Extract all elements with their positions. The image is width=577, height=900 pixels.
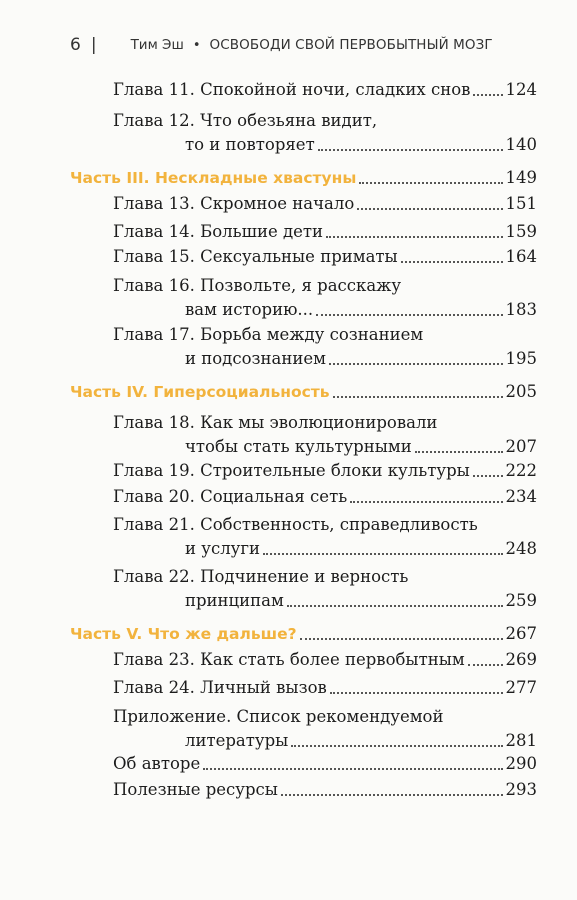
toc-chapter-entry [113, 778, 537, 802]
toc-page-number: 267 [505, 624, 537, 643]
chapter-title: Глава 11. Спокойной ночи, сладких снов [113, 80, 471, 99]
chapter-title: и подсознанием [185, 349, 326, 368]
chapter-title: Глава 24. Личный вызов [113, 678, 327, 697]
part-title: Часть IV. Гиперсоциальность [70, 383, 330, 401]
toc-line [113, 648, 537, 672]
toc-page-number: 149 [505, 168, 537, 187]
header-separator: | [90, 35, 97, 55]
toc-chapter-entry [113, 648, 537, 672]
chapter-title: Глава 20. Социальная сеть [113, 487, 348, 506]
dot-leader [473, 475, 503, 477]
toc-page-number: 293 [505, 780, 537, 799]
toc-line [113, 513, 537, 537]
toc-page-number: 140 [505, 135, 537, 154]
dot-leader [468, 664, 503, 666]
chapter-title: Глава 21. Собственность, справедливость [113, 515, 478, 534]
toc-chapter-entry [113, 705, 537, 753]
dot-leader [287, 605, 503, 607]
toc-page-number: 222 [505, 461, 537, 480]
chapter-title: Глава 14. Большие дети [113, 222, 324, 241]
toc-page-number: 207 [505, 437, 537, 456]
chapter-title: принципам [185, 591, 284, 610]
toc-line [70, 166, 537, 190]
toc-line [113, 298, 537, 322]
chapter-title: Глава 15. Сексуальные приматы [113, 247, 398, 266]
running-header [70, 34, 550, 56]
toc-chapter-entry [113, 485, 537, 509]
chapter-title: Глава 17. Борьба между сознанием [113, 325, 424, 344]
dot-leader [326, 236, 502, 238]
toc-line [113, 78, 537, 102]
dot-leader [281, 794, 503, 796]
toc-page-number: 234 [505, 487, 537, 506]
toc-chapter-entry [113, 752, 537, 776]
toc-line [113, 109, 537, 133]
dot-leader [318, 149, 503, 151]
toc-page-number: 277 [505, 678, 537, 697]
toc-chapter-entry [113, 245, 537, 269]
toc-chapter-entry [113, 220, 537, 244]
toc-line [113, 435, 537, 459]
toc-line [113, 347, 537, 371]
toc-page-number: 205 [505, 382, 537, 401]
toc-page-number: 269 [505, 650, 537, 669]
toc-chapter-entry [113, 192, 537, 216]
dot-leader [333, 396, 503, 398]
dot-leader [473, 94, 502, 96]
toc-line [113, 729, 537, 753]
toc-part-entry [70, 622, 537, 646]
dot-leader [330, 692, 503, 694]
toc-part-entry [70, 166, 537, 190]
header-dot: • [192, 37, 201, 53]
toc-line [113, 752, 537, 776]
chapter-title: Об авторе [113, 754, 201, 773]
toc-page-number: 183 [505, 300, 537, 319]
toc-chapter-entry [113, 274, 537, 322]
toc-chapter-entry [113, 459, 537, 483]
chapter-title: и услуги [185, 539, 261, 558]
toc-page-number: 195 [505, 349, 537, 368]
chapter-title: вам историю... [185, 300, 314, 319]
page-number: 6 [70, 35, 81, 55]
toc-line [113, 705, 537, 729]
toc-line [113, 192, 537, 216]
toc-chapter-entry [113, 323, 537, 371]
dot-leader [316, 314, 502, 316]
dot-leader [263, 553, 502, 555]
toc-chapter-entry [113, 109, 537, 157]
toc-page-number: 290 [505, 754, 537, 773]
toc-page-number: 281 [505, 731, 537, 750]
toc-line [113, 676, 537, 700]
dot-leader [359, 182, 502, 184]
chapter-title: Глава 18. Как мы эволюционировали [113, 413, 438, 432]
dot-leader [357, 208, 502, 210]
toc-page-number: 151 [505, 194, 537, 213]
dot-leader [329, 363, 503, 365]
toc-line [113, 485, 537, 509]
toc-line [113, 537, 537, 561]
toc-line [70, 380, 537, 404]
dot-leader [401, 261, 503, 263]
chapter-title: Глава 19. Строительные блоки культуры [113, 461, 470, 480]
toc-page-number: 259 [505, 591, 537, 610]
toc-chapter-entry [113, 676, 537, 700]
toc-line [113, 245, 537, 269]
toc-chapter-entry [113, 78, 537, 102]
author-name: Тим Эш [130, 37, 184, 53]
toc-page-number: 248 [505, 539, 537, 558]
chapter-title: Приложение. Список рекомендуемой [113, 707, 444, 726]
toc-chapter-entry [113, 411, 537, 459]
chapter-title: Глава 12. Что обезьяна видит, [113, 111, 378, 130]
chapter-title: то и повторяет [185, 135, 315, 154]
toc-chapter-entry [113, 565, 537, 613]
toc-page-number: 159 [505, 222, 537, 241]
chapter-title: Глава 13. Скромное начало [113, 194, 355, 213]
dot-leader [300, 638, 503, 640]
chapter-title: Глава 16. Позвольте, я расскажу [113, 276, 402, 295]
toc-page-number: 124 [505, 80, 537, 99]
chapter-title: чтобы стать культурными [185, 437, 412, 456]
toc-chapter-entry [113, 513, 537, 561]
toc-page-number: 164 [505, 247, 537, 266]
chapter-title: литературы [185, 731, 289, 750]
chapter-title: Глава 22. Подчинение и верность [113, 567, 409, 586]
part-title: Часть III. Нескладные хвастуны [70, 169, 357, 187]
part-title: Часть V. Что же дальше? [70, 625, 297, 643]
toc-line [113, 323, 537, 347]
toc-line [113, 411, 537, 435]
dot-leader [203, 768, 502, 770]
dot-leader [350, 501, 502, 503]
toc-line [70, 622, 537, 646]
toc-line [113, 274, 537, 298]
dot-leader [415, 451, 503, 453]
dot-leader [291, 745, 502, 747]
book-title: ОСВОБОДИ СВОЙ ПЕРВОБЫТНЫЙ МОЗГ [209, 37, 493, 53]
toc-part-entry [70, 380, 537, 404]
toc-line [113, 459, 537, 483]
chapter-title: Глава 23. Как стать более первобытным [113, 650, 465, 669]
toc-line [113, 220, 537, 244]
toc-line [113, 778, 537, 802]
toc-line [113, 133, 537, 157]
chapter-title: Полезные ресурсы [113, 780, 278, 799]
toc-line [113, 565, 537, 589]
toc-line [113, 589, 537, 613]
